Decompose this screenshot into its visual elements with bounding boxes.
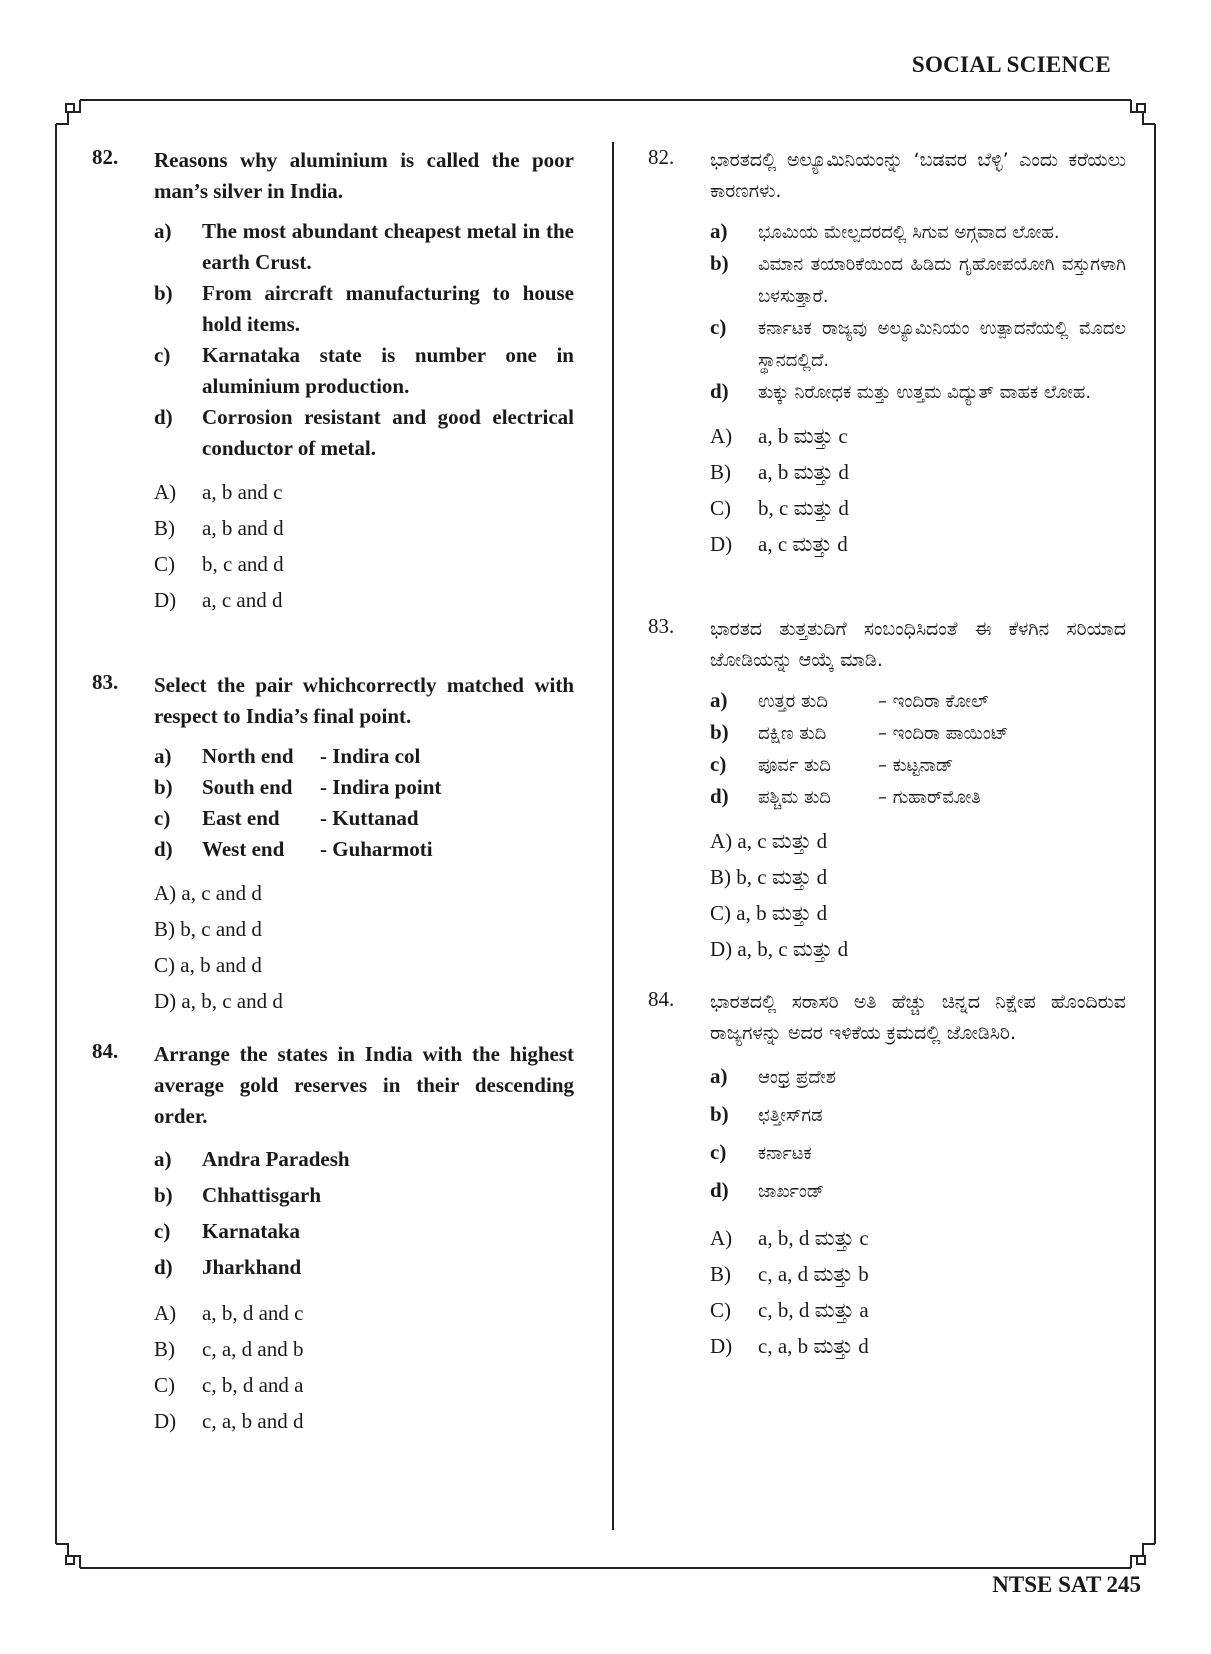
answer-label: D): [154, 1409, 177, 1433]
question-number: 84.: [92, 1039, 119, 1063]
statement-match: – ಕುಟ್ಟನಾಡ್: [878, 755, 954, 776]
statement-text: From aircraft manufacturing to house hold items.: [202, 281, 574, 336]
statement-text: Chhattisgarh: [202, 1183, 322, 1207]
statement-item: [710, 749, 1126, 781]
statement-list: [154, 1141, 574, 1285]
answer-label: B): [154, 516, 175, 540]
answer-choice[interactable]: [154, 1403, 574, 1439]
statement-item: [154, 1177, 574, 1213]
statement-label: b): [154, 775, 173, 799]
column-divider: [612, 142, 614, 1530]
answer-text: a, b and d: [202, 516, 284, 540]
question-82: [92, 145, 574, 618]
question-84: [92, 1039, 574, 1439]
question-number: 82.: [92, 145, 119, 169]
statement-label: a): [710, 688, 728, 712]
statement-label: c): [154, 1219, 171, 1243]
statement-item: [154, 834, 574, 865]
kannada-column: [648, 145, 1126, 1364]
statement-text: Corrosion resistant and good electrical conductor of metal.: [202, 405, 574, 460]
statement-list: [710, 1058, 1126, 1210]
answer-choice[interactable]: [154, 1367, 574, 1403]
statement-item: [154, 1213, 574, 1249]
statement-text: ವಿಮಾನ ತಯಾರಿಕೆಯಿಂದ ಹಿಡಿದು ಗೃಹೋಪಯೋಗಿ ವಸ್ತುಗಳಾಗಿ ಬಳಸುತ್ತಾರೆ.: [758, 254, 1126, 307]
statement-match: - Indira point: [320, 775, 442, 799]
statement-text: ತುಕ್ಕು ನಿರೋಧಕ ಮತ್ತು ಉತ್ತಮ ವಿದ್ಯುತ್ ವಾಹಕ ಲೋಹ.: [758, 382, 1092, 403]
statement-item: [154, 340, 574, 402]
answer-choice[interactable]: C) a, b ಮತ್ತು d: [710, 901, 828, 925]
statement-item: [710, 1172, 1126, 1210]
statement-item: [154, 278, 574, 340]
answer-text: c, a, b ಮತ್ತು d: [758, 1334, 869, 1358]
question-text: Arrange the states in India with the highest average gold reserves in their descending order.: [154, 1042, 574, 1128]
statement-item: [710, 312, 1126, 376]
question-number: 84.: [648, 987, 675, 1011]
answer-choice[interactable]: [710, 490, 1126, 526]
answer-choice[interactable]: C) a, b and d: [154, 953, 262, 977]
english-column: [92, 145, 574, 1439]
statement-label: b): [710, 251, 729, 275]
answer-choice[interactable]: B) b, c ಮತ್ತು d: [710, 865, 828, 889]
answer-choice[interactable]: D) a, b, c and d: [154, 989, 283, 1013]
statement-text: ದಕ್ಷಿಣ ತುದಿ: [758, 723, 827, 744]
answer-label: C): [710, 1298, 731, 1322]
answer-choice[interactable]: [710, 418, 1126, 454]
question-84-kannada: [648, 987, 1126, 1364]
statement-match: - Indira col: [320, 744, 421, 768]
statement-label: a): [154, 744, 172, 768]
statement-text: Karnataka: [202, 1219, 301, 1243]
answer-choice[interactable]: B) b, c and d: [154, 917, 262, 941]
statement-match: - Guharmoti: [320, 837, 433, 861]
answer-choice[interactable]: [154, 1331, 574, 1367]
statement-item: [710, 376, 1126, 408]
question-82-kannada: [648, 145, 1126, 562]
answer-label: D): [710, 532, 733, 556]
statement-text: Jharkhand: [202, 1255, 302, 1279]
answer-text: a, b and c: [202, 480, 283, 504]
question-text: ಭಾರತದಲ್ಲಿ ಸರಾಸರಿ ಅತಿ ಹೆಚ್ಚು ಚಿನ್ನದ ನಿಕ್ಷೇಪ ಹೊಂದಿರುವ ರಾಜ್ಯಗಳನ್ನು ಅದರ ಇಳಿಕೆಯ ಕ್ರಮದಲ್ಲಿ ಜೋಡಿಸಿರಿ.: [710, 991, 1126, 1044]
statement-item: [154, 1249, 574, 1285]
statement-label: b): [710, 1102, 729, 1126]
question-83: [92, 670, 574, 1019]
answer-choice[interactable]: [710, 526, 1126, 562]
answer-choices: [710, 823, 1126, 967]
question-text: ಭಾರತದಲ್ಲಿ ಅಲ್ಯೂಮಿನಿಯಂನ್ನು ‘ಬಡವರ ಬೆಳ್ಳಿ’ ಎಂದು ಕರೆಯಲು ಕಾರಣಗಳು.: [710, 149, 1126, 202]
statement-text: ಉತ್ತರ ತುದಿ: [758, 691, 828, 712]
statement-text: ಪೂರ್ವ ತುದಿ: [758, 755, 831, 776]
statement-item: [710, 1134, 1126, 1172]
statement-text: South end: [202, 775, 293, 799]
answer-text: a, c ಮತ್ತು d: [758, 532, 848, 556]
answer-text: a, b, d ಮತ್ತು c: [758, 1226, 869, 1250]
statement-text: The most abundant cheapest metal in the earth Crust.: [202, 219, 574, 274]
question-text: ಭಾರತದ ತುತ್ತತುದಿಗೆ ಸಂಬಂಧಿಸಿದಂತೆ ಈ ಕೆಳಗಿನ ಸರಿಯಾದ ಜೋಡಿಯನ್ನು ಆಯ್ಕೆ ಮಾಡಿ.: [710, 618, 1126, 671]
statement-label: d): [710, 379, 729, 403]
statement-label: d): [154, 405, 173, 429]
answer-label: C): [710, 496, 731, 520]
answer-label: A): [710, 1226, 733, 1250]
answer-label: A): [710, 424, 733, 448]
statement-item: [154, 803, 574, 834]
answer-text: a, c and d: [202, 588, 283, 612]
answer-choice[interactable]: [710, 1256, 1126, 1292]
page-header: SOCIAL SCIENCE: [911, 52, 1111, 77]
statement-item: [710, 685, 1126, 717]
statement-text: West end: [202, 837, 285, 861]
statement-match: – ಇಂದಿರಾ ಪಾಯಿಂಟ್: [878, 723, 1009, 744]
statement-text: Karnataka state is number one in aluminium production.: [202, 343, 574, 398]
question-text: Reasons why aluminium is called the poor man’s silver in India.: [154, 148, 574, 203]
answer-choices: [154, 875, 574, 1019]
answer-text: b, c ಮತ್ತು d: [758, 496, 849, 520]
statement-match: – ಗುಹಾರ್‌ಮೋತಿ: [878, 787, 981, 808]
answer-text: c, b, d ಮತ್ತು a: [758, 1298, 869, 1322]
answer-text: c, a, d and b: [202, 1337, 304, 1361]
statement-list: [710, 685, 1126, 813]
statement-label: a): [154, 219, 172, 243]
answer-label: D): [710, 1334, 733, 1358]
answer-label: A): [154, 1301, 177, 1325]
statement-text: ಕರ್ನಾಟಕ: [758, 1143, 812, 1164]
question-text: Select the pair whichcorrectly matched with respect to India’s final point.: [154, 673, 574, 728]
page-footer: NTSE SAT 245: [992, 1572, 1141, 1597]
answer-text: c, b, d and a: [202, 1373, 304, 1397]
answer-text: b, c and d: [202, 552, 284, 576]
statement-list: [154, 216, 574, 464]
statement-match: - Kuttanad: [320, 806, 419, 830]
answer-choice[interactable]: [154, 510, 574, 546]
statement-label: b): [154, 1183, 173, 1207]
answer-choices: [710, 1220, 1126, 1364]
statement-text: North end: [202, 744, 294, 768]
statement-text: ಛತ್ತೀಸ್‌ಗಡ: [758, 1105, 823, 1126]
answer-choices: [710, 418, 1126, 562]
statement-label: c): [154, 806, 171, 830]
statement-item: [154, 1141, 574, 1177]
question-83-kannada: [648, 614, 1126, 967]
statement-label: d): [710, 1178, 729, 1202]
question-number: 83.: [92, 670, 119, 694]
answer-label: B): [710, 1262, 731, 1286]
answer-choice[interactable]: [154, 474, 574, 510]
statement-label: b): [154, 281, 173, 305]
answer-choice[interactable]: D) a, b, c ಮತ್ತು d: [710, 937, 849, 961]
statement-label: a): [710, 219, 728, 243]
statement-text: ಪಶ್ಚಿಮ ತುದಿ: [758, 787, 831, 808]
answer-label: A): [154, 480, 177, 504]
answer-choice[interactable]: [154, 546, 574, 582]
answer-choice[interactable]: [710, 454, 1126, 490]
answer-text: a, b ಮತ್ತು c: [758, 424, 848, 448]
statement-label: c): [710, 1140, 727, 1164]
question-number: 83.: [648, 614, 675, 638]
answer-choice[interactable]: A) a, c ಮತ್ತು d: [710, 829, 828, 853]
answer-text: a, b, d and c: [202, 1301, 304, 1325]
statement-label: c): [154, 343, 171, 367]
statement-item: [154, 402, 574, 464]
statement-label: c): [710, 752, 727, 776]
statement-label: a): [710, 1064, 728, 1088]
statement-item: [154, 772, 574, 803]
statement-list: [710, 216, 1126, 408]
statement-text: ಜಾರ್ಖಂಡ್: [758, 1181, 825, 1202]
statement-item: [710, 1096, 1126, 1134]
statement-label: b): [710, 720, 729, 744]
statement-label: c): [710, 315, 727, 339]
statement-item: [710, 717, 1126, 749]
answer-choice[interactable]: [710, 1220, 1126, 1256]
answer-choices: [154, 474, 574, 618]
answer-label: C): [154, 1373, 175, 1397]
statement-text: ಆಂಧ್ರ ಪ್ರದೇಶ: [758, 1067, 836, 1088]
statement-label: d): [710, 784, 729, 808]
statement-list: [154, 741, 574, 865]
answer-choice[interactable]: [710, 1292, 1126, 1328]
answer-choice[interactable]: [154, 1295, 574, 1331]
question-number: 82.: [648, 145, 675, 169]
statement-item: [154, 216, 574, 278]
answer-text: c, a, d ಮತ್ತು b: [758, 1262, 869, 1286]
statement-item: [154, 741, 574, 772]
statement-text: East end: [202, 806, 280, 830]
answer-choice[interactable]: [154, 582, 574, 618]
statement-item: [710, 216, 1126, 248]
statement-text: Andra Paradesh: [202, 1147, 350, 1171]
answer-label: D): [154, 588, 177, 612]
answer-label: B): [154, 1337, 175, 1361]
answer-choices: [154, 1295, 574, 1439]
answer-text: a, b ಮತ್ತು d: [758, 460, 849, 484]
statement-label: a): [154, 1147, 172, 1171]
answer-choice[interactable]: A) a, c and d: [154, 881, 262, 905]
answer-label: B): [710, 460, 731, 484]
statement-label: d): [154, 1255, 173, 1279]
answer-label: C): [154, 552, 175, 576]
answer-text: c, a, b and d: [202, 1409, 304, 1433]
statement-text: ಭೂಮಿಯ ಮೇಲ್ಪದರದಲ್ಲಿ ಸಿಗುವ ಅಗ್ಗವಾದ ಲೋಹ.: [758, 222, 1060, 243]
statement-item: [710, 1058, 1126, 1096]
statement-item: [710, 781, 1126, 813]
statement-item: [710, 248, 1126, 312]
statement-text: ಕರ್ನಾಟಕ ರಾಜ್ಯವು ಅಲ್ಯೂಮಿನಿಯಂ ಉತ್ಪಾದನೆಯಲ್ಲಿ ಮೊದಲ ಸ್ಥಾನದಲ್ಲಿದೆ.: [758, 318, 1126, 371]
statement-label: d): [154, 837, 173, 861]
statement-match: – ಇಂದಿರಾ ಕೋಲ್: [878, 691, 989, 712]
answer-choice[interactable]: [710, 1328, 1126, 1364]
